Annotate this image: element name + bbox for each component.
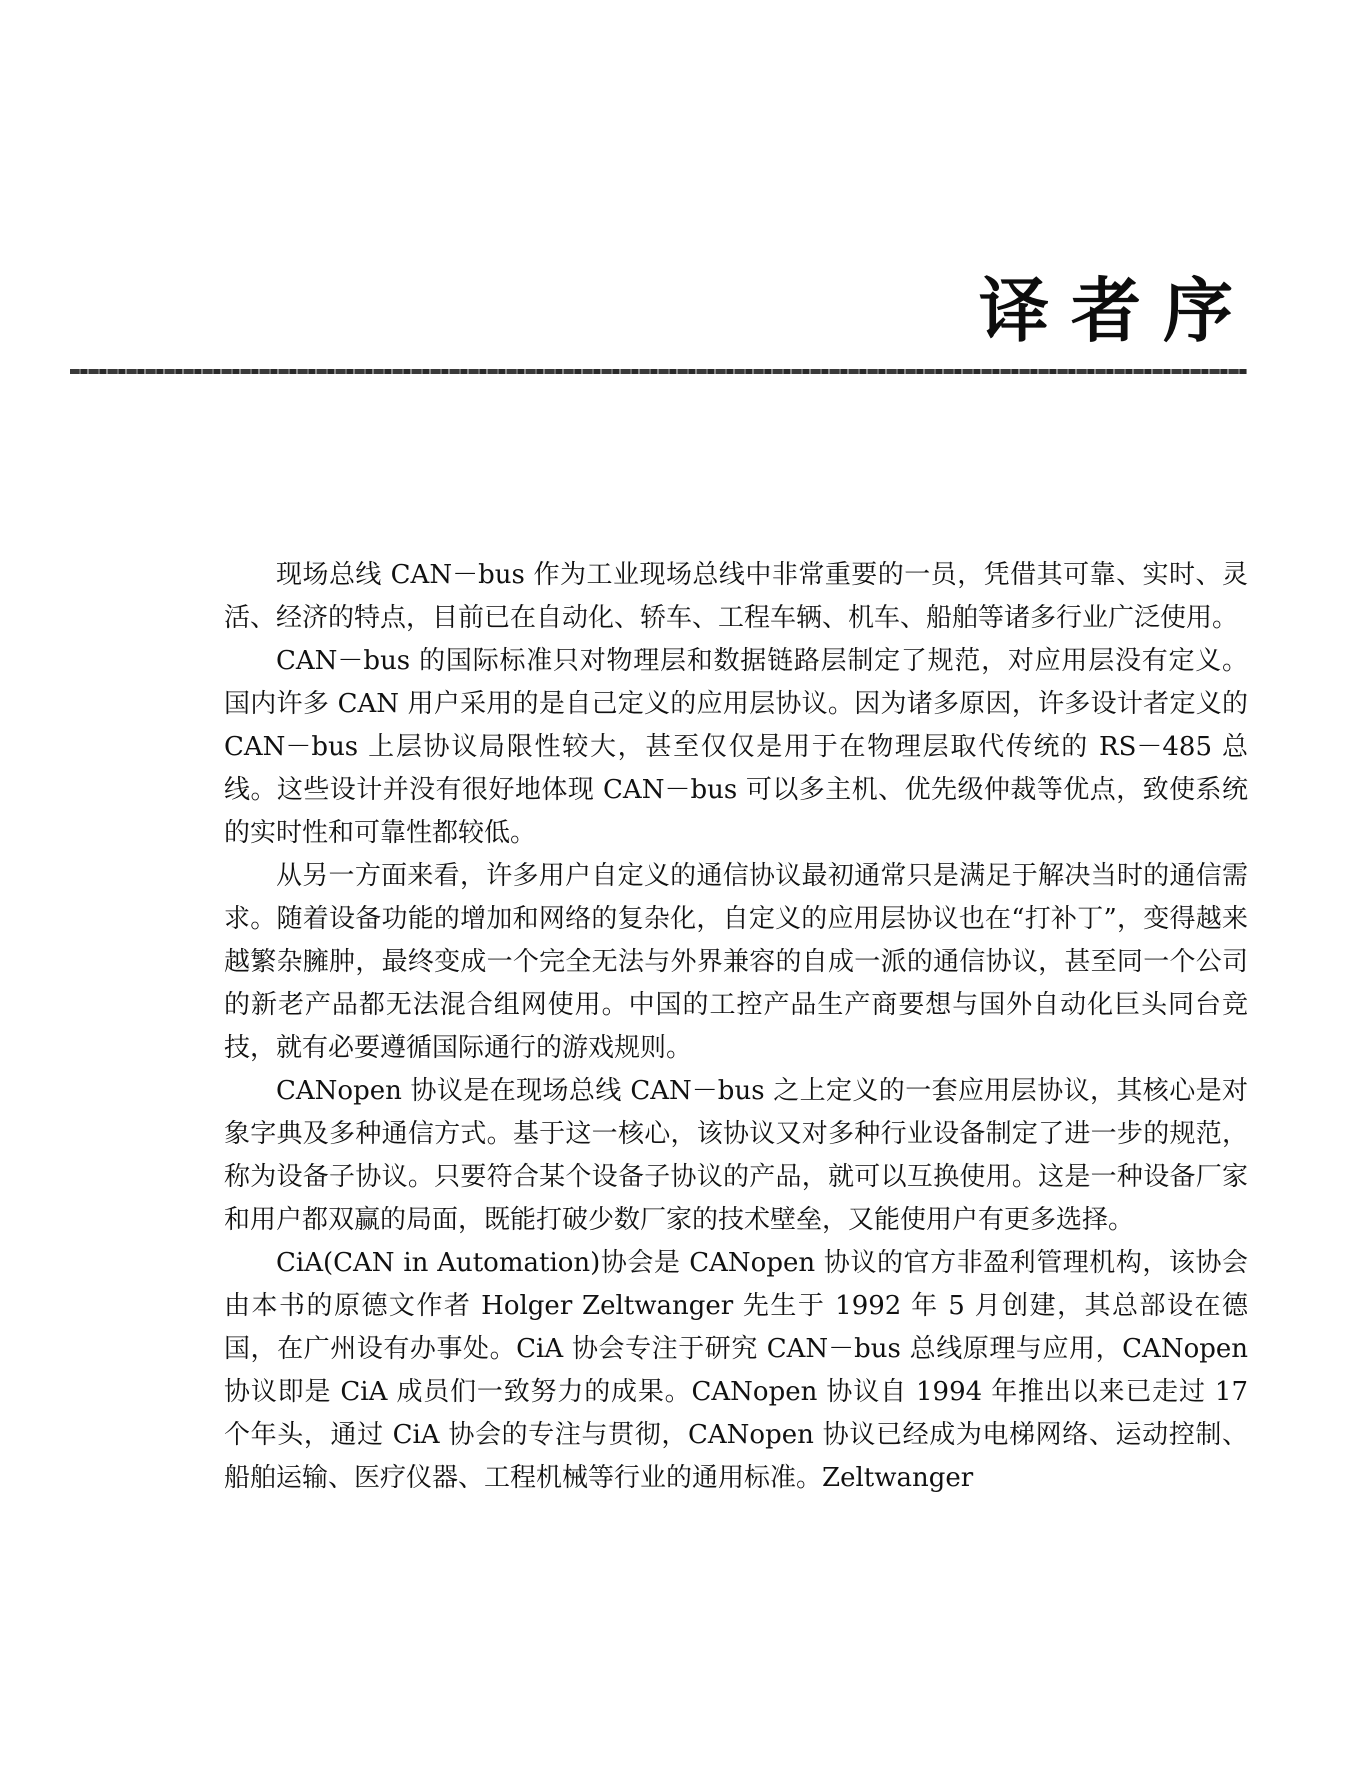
paragraph-4: CANopen 协议是在现场总线 CAN－bus 之上定义的一套应用层协议，其核心是对象字典及多种通信方式。基于这一核心，该协议又对多种行业设备制定了进一步的规范，称为设备子协议。只要符合某个设备子协议的产品，就可以互换使用。这是一种设备厂家和用户都双赢的局面，既能打破少数厂家的技术壁垒，又能使用户有更多选择。 <box>224 1076 1248 1235</box>
paragraph-5: CiA(CAN in Automation)协会是 CANopen 协议的官方非盈利管理机构，该协会由本书的原德文作者 Holger Zeltwanger 先生于 1992 年 5 月创建，其总部设在德国，在广州设有办事处。CiA 协会专注于研究 CAN－bus 总线原理与应用，CANopen 协议即是 CiA 成员们一致努力的成果。CANopen 协议自 1994 年推出以来已走过 17 个年头，通过 CiA 协会的专注与贯彻，CANopen 协议已经成为电梯网络、运动控制、船舶运输、医疗仪器、工程机械等行业的通用标准。Zeltwanger <box>224 1248 1248 1493</box>
paragraph-1: 现场总线 CAN－bus 作为工业现场总线中非常重要的一员，凭借其可靠、实时、灵活、经济的特点，目前已在自动化、轿车、工程车辆、机车、船舶等诸多行业广泛使用。 <box>224 560 1248 633</box>
page-title: 译者序 <box>979 270 1255 352</box>
paragraph-2: CAN－bus 的国际标准只对物理层和数据链路层制定了规范，对应用层没有定义。国内许多 CAN 用户采用的是自己定义的应用层协议。因为诸多原因，许多设计者定义的 CAN－bus 上层协议局限性较大，甚至仅仅是用于在物理层取代传统的 RS－485 总线。这些设计并没有很好地体现 CAN－bus 可以多主机、优先级仲裁等优点，致使系统的实时性和可靠性都较低。 <box>224 646 1248 848</box>
paragraph-3: 从另一方面来看，许多用户自定义的通信协议最初通常只是满足于解决当时的通信需求。随着设备功能的增加和网络的复杂化，自定义的应用层协议也在“打补丁”，变得越来越繁杂臃肿，最终变成一个完全无法与外界兼容的自成一派的通信协议，甚至同一个公司的新老产品都无法混合组网使用。中国的工控产品生产商要想与国外自动化巨头同台竞技，就有必要遵循国际通行的游戏规则。 <box>224 861 1248 1063</box>
title-divider <box>70 369 1247 374</box>
body-text <box>224 554 1248 1500</box>
